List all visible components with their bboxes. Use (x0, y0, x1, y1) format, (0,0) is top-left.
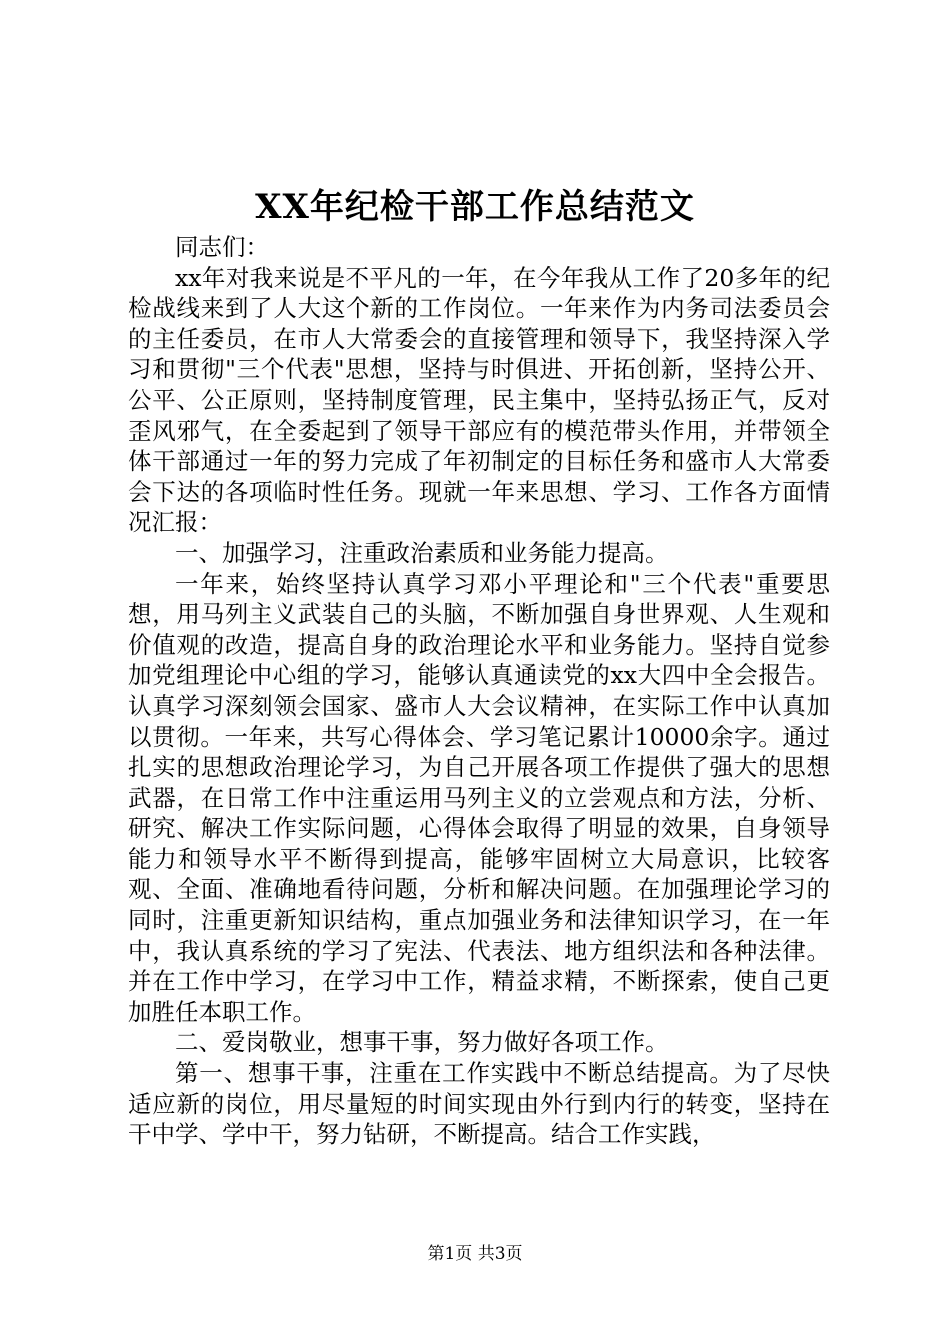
page-footer: 第1页 共3页 (427, 1244, 523, 1264)
paragraph-work: 第一、想事干事，注重在工作实践中不断总结提高。为了尽快适应新的岗位，用尽量短的时间实现由外行到内行的转变，坚持在干中学、学中干，努力钻研，不断提高。结合工作实践， (128, 1059, 830, 1149)
document-body (128, 232, 830, 1150)
paragraph-study: 一年来，始终坚持认真学习邓小平理论和"三个代表"重要思想，用马列主义武装自己的头脑，不断加强自身世界观、人生观和价值观的改造，提高自身的政治理论水平和业务能力。坚持自觉参加党组理论中心组的学习，能够认真通读党的xx大四中全会报告。认真学习深刻领会国家、盛市人大会议精神，在实际工作中认真加以贯彻。一年来，共写心得体会、学习笔记累计10000余字。通过扎实的思想政治理论学习，为自己开展各项工作提供了强大的思想武器，在日常工作中注重运用马列主义的立尝观点和方法，分析、研究、解决工作实际问题，心得体会取得了明显的效果，自身领导能力和领导水平不断得到提高，能够牢固树立大局意识，比较客观、全面、准确地看待问题，分析和解决问题。在加强理论学习的同时，注重更新知识结构，重点加强业务和法律知识学习，在一年中，我认真系统的学习了宪法、代表法、地方组织法和各种法律。并在工作中学习，在学习中工作，精益求精，不断探索，使自己更加胜任本职工作。 (128, 569, 830, 1026)
section-heading-2: 二、爱岗敬业，想事干事，努力做好各项工作。 (175, 1028, 669, 1057)
document-title: XX年纪检干部工作总结范文 (255, 187, 695, 227)
paragraph-intro: xx年对我来说是不平凡的一年，在今年我从工作了20多年的纪检战线来到了人大这个新的工作岗位。一年来作为内务司法委员会的主任委员，在市人大常委会的直接管理和领导下，我坚持深入学习和贯彻"三个代表"思想，坚持与时俱进、开拓创新，坚持公开、公平、公正原则，坚持制度管理，民主集中，坚持弘扬正气，反对歪风邪气，在全委起到了领导干部应有的模范带头作用，并带领全体干部通过一年的努力完成了年初制定的目标任务和盛市人大常委会下达的各项临时性任务。现就一年来思想、学习、工作各方面情况汇报： (128, 263, 830, 537)
salutation: 同志们： (175, 233, 269, 261)
section-heading-1: 一、加强学习，注重政治素质和业务能力提高。 (175, 538, 669, 567)
